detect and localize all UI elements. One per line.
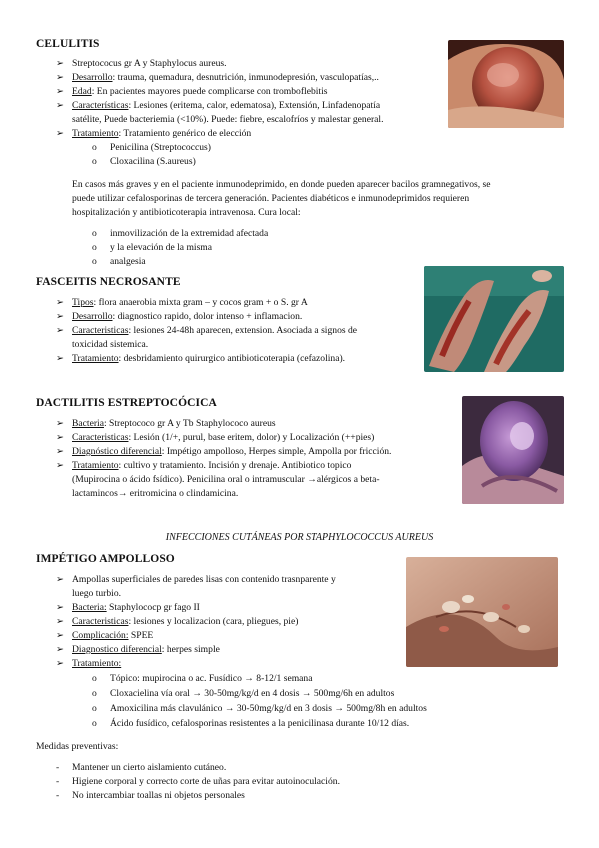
circle-bullet-icon: o [92, 703, 97, 714]
celulitis-title: CELULITIS [36, 38, 100, 50]
dactilitis-line: lactamincos→ eritromicina o clindamicina. [72, 488, 239, 499]
celulitis-paragraph: hospitalización y antibioticoterapia intravenosa. Cura local: [72, 207, 301, 218]
arrow-bullet-icon: ➢ [56, 325, 65, 336]
dash-bullet-icon: - [56, 790, 60, 801]
impetigo-treatment-item: Ácido fusídico, cefalosporinas resistentes a la penicilinasa durante 10/12 días. [110, 718, 410, 729]
arrow-bullet-icon: ➢ [56, 446, 65, 457]
celulitis-line: Tratamiento: Tratamiento genérico de elección [72, 128, 252, 139]
celulitis-line: Características: Lesiones (eritema, calor, edematosa), Extensión, Linfadenopatía [72, 100, 381, 111]
celulitis-line: satélite, Puede bacteriemia (<10%). Puede: fiebre, escalofríos y malestar general. [72, 114, 384, 125]
dactilitis-line: Caracteristicas: Lesión (1/+, purul, base eritem, dolor) y Localización (++pies) [72, 432, 375, 443]
circle-bullet-icon: o [92, 718, 97, 729]
dactilitis-line: Diagnóstico diferencial: Impétigo ampolloso, Herpes simple, Ampolla por fricción. [72, 446, 392, 457]
dactilitis-title: DACTILITIS ESTREPTOCÓCICA [36, 397, 217, 409]
arrow-bullet-icon: ➢ [56, 128, 65, 139]
circle-bullet-icon: o [92, 688, 97, 699]
impetigo-line: Ampollas superficiales de paredes lisas con contenido trasnparente y [72, 574, 336, 585]
arrow-bullet-icon: ➢ [56, 602, 65, 613]
celulitis-line: Desarrollo: trauma, quemadura, desnutrición, inmunodepresión, vasculopatías,.. [72, 72, 379, 83]
fasceitis-line: Desarrollo: diagnostico rapido, dolor intenso + inflamacion. [72, 311, 303, 322]
arrow-bullet-icon: ➢ [56, 658, 65, 669]
impetigo-line: Complicación: SPEE [72, 630, 154, 641]
arrow-bullet-icon: ➢ [56, 616, 65, 627]
preventive-item: No intercambiar toallas ni objetos personales [72, 790, 245, 801]
arrow-bullet-icon: ➢ [56, 460, 65, 471]
impetigo-photo [406, 557, 558, 667]
arrow-bullet-icon: ➢ [56, 86, 65, 97]
preventive-title: Medidas preventivas: [36, 741, 119, 752]
arrow-bullet-icon: ➢ [56, 644, 65, 655]
arrow-bullet-icon: ➢ [56, 311, 65, 322]
fasceitis-line: Tratamiento: desbridamiento quirurgico antibioticoterapia (cefazolina). [72, 353, 346, 364]
circle-bullet-icon: o [92, 156, 97, 167]
impetigo-line: luego turbio. [72, 588, 122, 599]
celulitis-subitem: Penicilina (Streptococcus) [110, 142, 211, 153]
dactilitis-line: Tratamiento: cultivo y tratamiento. Incisión y drenaje. Antibiotico topico [72, 460, 352, 471]
celulitis-care-item: inmovilización de la extremidad afectada [110, 228, 269, 239]
dash-bullet-icon: - [56, 776, 60, 787]
impetigo-treatment-item: Cloxacielina vía oral → 30-50mg/kg/d en 4 dosis → 500mg/6h en adultos [110, 688, 395, 699]
celulitis-subitem: Cloxacilina (S.aureus) [110, 156, 196, 167]
fasceitis-line: Tipos: flora anaerobia mixta gram – y cocos gram + o S. gr A [72, 297, 308, 308]
impetigo-line: Caracteristicas: lesiones y localizacion (cara, pliegues, pie) [72, 616, 299, 627]
fasceitis-title: FASCEITIS NECROSANTE [36, 276, 181, 288]
celulitis-paragraph: puede utilizar cefalosporinas de tercera generación. Pacientes diabéticos e inmunodeprimidos requieren [72, 193, 470, 204]
circle-bullet-icon: o [92, 142, 97, 153]
celulitis-paragraph: En casos más graves y en el paciente inmunodeprimido, en donde pueden aparecer bacilos gramnegativos, se [72, 179, 491, 190]
arrow-bullet-icon: ➢ [56, 72, 65, 83]
arrow-bullet-icon: ➢ [56, 100, 65, 111]
arrow-bullet-icon: ➢ [56, 418, 65, 429]
celulitis-line: Edad: En pacientes mayores puede complicarse con tromboflebitis [72, 86, 328, 97]
impetigo-line: Diagnostico diferencial: herpes simple [72, 644, 220, 655]
preventive-item: Mantener un cierto aislamiento cutáneo. [72, 762, 227, 773]
dactilitis-photo [462, 396, 564, 504]
arrow-bullet-icon: ➢ [56, 58, 65, 69]
dash-bullet-icon: - [56, 762, 60, 773]
dactilitis-line: Bacteria: Streptococo gr A y Tb Staphylococo aureus [72, 418, 276, 429]
circle-bullet-icon: o [92, 256, 97, 267]
impetigo-treatment-item: Amoxicilina más clavulánico → 30-50mg/kg/d en 3 dosis → 500mg/8h en adultos [110, 703, 427, 714]
arrow-bullet-icon: ➢ [56, 574, 65, 585]
arrow-bullet-icon: ➢ [56, 432, 65, 443]
impetigo-treatment-item: Tópico: mupirocina o ac. Fusídico → 8-12/1 semana [110, 673, 313, 684]
section-heading: INFECCIONES CUTÁNEAS POR STAPHYLOCOCCUS AUREUS [165, 532, 434, 543]
arrow-bullet-icon: ➢ [56, 353, 65, 364]
impetigo-line: Tratamiento: [72, 658, 122, 669]
fasceitis-photo [424, 266, 564, 372]
impetigo-title: IMPÉTIGO AMPOLLOSO [36, 553, 175, 565]
fasceitis-line: Caracteristicas: lesiones 24-48h aparecen, extension. Asociada a signos de [72, 325, 358, 336]
impetigo-line: Bacteria: Staphylococp gr fago II [72, 602, 200, 613]
circle-bullet-icon: o [92, 228, 97, 239]
arrow-bullet-icon: ➢ [56, 297, 65, 308]
circle-bullet-icon: o [92, 242, 97, 253]
celulitis-care-item: analgesia [110, 256, 146, 267]
celulitis-care-item: y la elevación de la misma [110, 242, 213, 253]
arrow-bullet-icon: ➢ [56, 630, 65, 641]
dactilitis-line: (Mupirocina o ácido fsídico). Penicilina oral o intramuscular →alérgicos a beta- [72, 474, 380, 485]
preventive-item: Higiene corporal y correcto corte de uñas para evitar autoinoculación. [72, 776, 340, 787]
celulitis-line: Streptococus gr A y Staphylocus aureus. [72, 58, 227, 69]
celulitis-photo [448, 40, 564, 128]
fasceitis-line: toxicidad sistemica. [72, 339, 149, 350]
circle-bullet-icon: o [92, 673, 97, 684]
